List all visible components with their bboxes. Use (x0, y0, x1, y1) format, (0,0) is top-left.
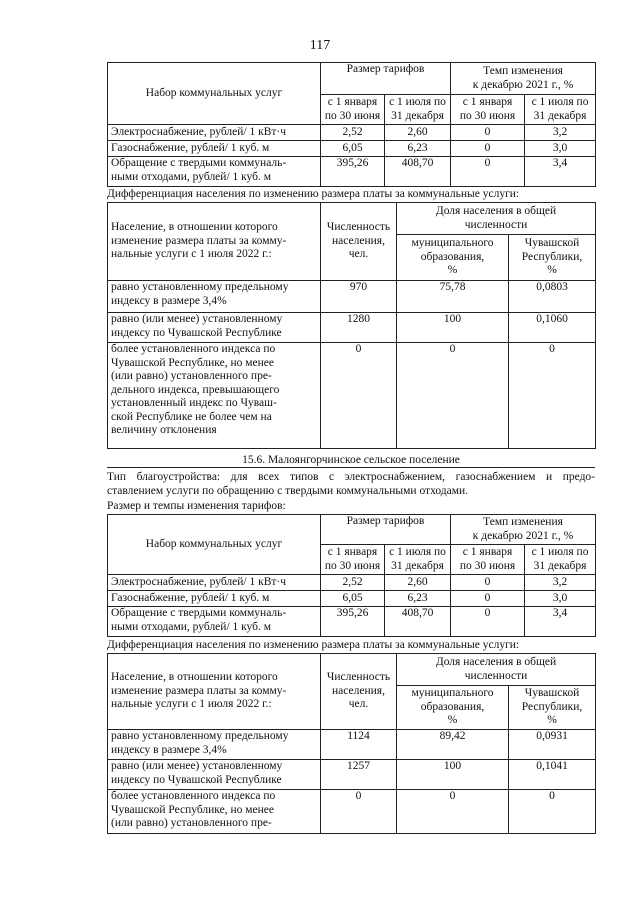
differentiation-table-2 (107, 653, 596, 834)
section-title: 15.6. Малоянгорчинское сельское поселение (107, 453, 595, 468)
table-cell: 408,70 (385, 607, 451, 637)
tariff-table-1 (107, 62, 596, 187)
diff-row-label: равно установленному предельному индексу в размере 3,4% (108, 730, 321, 760)
table-cell: 0 (509, 343, 596, 449)
table-cell: 1280 (321, 313, 397, 343)
table-cell: 2,52 (321, 125, 385, 141)
share-header: Доля населения в общей численности (397, 654, 596, 686)
table-cell: 0 (397, 343, 509, 449)
table-cell: 0 (451, 157, 525, 187)
table-cell: 100 (397, 760, 509, 790)
section-subtitle: Размер и темпы изменения тарифов: (107, 500, 286, 512)
tariff-size-header: Размер тарифов (321, 63, 451, 95)
table-cell: 6,05 (321, 591, 385, 607)
table-cell: 0 (321, 790, 397, 834)
table-cell: 408,70 (385, 157, 451, 187)
table-cell: 3,4 (525, 157, 596, 187)
table-cell: 0,1041 (509, 760, 596, 790)
differentiation-heading: Дифференциация населения по изменению размера платы за коммунальные услуги: (107, 188, 520, 200)
period-header: с 1 июля по 31 декабря (525, 545, 596, 575)
table-cell: 3,4 (525, 607, 596, 637)
count-header: Численность населения, чел. (321, 654, 397, 730)
table-cell: 6,05 (321, 141, 385, 157)
period-header: с 1 июля по 31 декабря (385, 545, 451, 575)
table-cell: 1124 (321, 730, 397, 760)
table-cell: 0 (451, 575, 525, 591)
population-header: Население, в отношении которого изменение размера платы за комму- нальные услуги с 1 июля 2022 г.: (108, 203, 321, 281)
table-cell: 6,23 (385, 141, 451, 157)
tariff-table-2 (107, 514, 596, 637)
differentiation-heading: Дифференциация населения по изменению размера платы за коммунальные услуги: (107, 639, 520, 651)
period-header: с 1 января по 30 июня (451, 545, 525, 575)
table-cell: 3,0 (525, 141, 596, 157)
table-cell: 89,42 (397, 730, 509, 760)
period-header: с 1 января по 30 июня (321, 545, 385, 575)
table-cell: 395,26 (321, 157, 385, 187)
row-label-electricity: Электроснабжение, рублей/ 1 кВт·ч (108, 575, 321, 591)
table-cell: 395,26 (321, 607, 385, 637)
row-label-electricity: Электроснабжение, рублей/ 1 кВт·ч (108, 125, 321, 141)
table-cell: 0 (451, 591, 525, 607)
table-cell: 0 (397, 790, 509, 834)
page-number: 117 (309, 38, 331, 53)
table-cell: 75,78 (397, 281, 509, 313)
change-rate-header: Темп изменения к декабрю 2021 г., % (451, 515, 596, 545)
table-cell: 3,2 (525, 575, 596, 591)
row-label-gas: Газоснабжение, рублей/ 1 куб. м (108, 591, 321, 607)
republic-header: Чувашской Республики, % (509, 235, 596, 281)
period-header: с 1 июля по 31 декабря (525, 95, 596, 125)
table-cell: 0,1060 (509, 313, 596, 343)
diff-row-label: более установленного индекса по Чувашской Республике, но менее (или равно) установленного пре- дельного индекса, превышающего установленный индекс по Чуваш- ской Республике не более чем на величину отклонения (108, 343, 321, 449)
section-description: ставлением услуги по обращению с твердыми коммунальными отходами. (107, 485, 469, 497)
table-cell: 970 (321, 281, 397, 313)
table-cell: 2,60 (385, 575, 451, 591)
period-header: с 1 января по 30 июня (321, 95, 385, 125)
table-cell: 0,0803 (509, 281, 596, 313)
municipal-header: муниципального образования, % (397, 686, 509, 730)
tariff-size-header: Размер тарифов (321, 515, 451, 545)
differentiation-table-1 (107, 202, 596, 449)
row-label-gas: Газоснабжение, рублей/ 1 куб. м (108, 141, 321, 157)
table-cell: 3,2 (525, 125, 596, 141)
table-cell: 100 (397, 313, 509, 343)
republic-header: Чувашской Республики, % (509, 686, 596, 730)
diff-row-label: равно установленному предельному индексу в размере 3,4% (108, 281, 321, 313)
table-cell: 0 (451, 141, 525, 157)
table-cell: 0 (451, 607, 525, 637)
period-header: с 1 января по 30 июня (451, 95, 525, 125)
table-cell: 1257 (321, 760, 397, 790)
table-cell: 6,23 (385, 591, 451, 607)
diff-row-label: равно (или менее) установленному индексу по Чувашской Республике (108, 313, 321, 343)
table-cell: 0 (509, 790, 596, 834)
section-description: Тип благоустройства: для всех типов с электроснабжением, газоснабжением и предо- (107, 471, 595, 483)
diff-row-label: равно (или менее) установленному индексу по Чувашской Республике (108, 760, 321, 790)
table-cell: 0,0931 (509, 730, 596, 760)
count-header: Численность населения, чел. (321, 203, 397, 281)
diff-row-label: более установленного индекса по Чувашской Республике, но менее (или равно) установленного пре- (108, 790, 321, 834)
service-set-header: Набор коммунальных услуг (108, 63, 321, 125)
table-cell: 3,0 (525, 591, 596, 607)
period-header: с 1 июля по 31 декабря (385, 95, 451, 125)
service-set-header: Набор коммунальных услуг (108, 515, 321, 575)
table-cell: 2,60 (385, 125, 451, 141)
table-cell: 2,52 (321, 575, 385, 591)
table-cell: 0 (321, 343, 397, 449)
population-header: Население, в отношении которого изменение размера платы за комму- нальные услуги с 1 июля 2022 г.: (108, 654, 321, 730)
table-cell: 0 (451, 125, 525, 141)
change-rate-header: Темп изменения к декабрю 2021 г., % (451, 63, 596, 95)
row-label-waste: Обращение с твердыми коммуналь- ными отходами, рублей/ 1 куб. м (108, 157, 321, 187)
municipal-header: муниципального образования, % (397, 235, 509, 281)
share-header: Доля населения в общей численности (397, 203, 596, 235)
row-label-waste: Обращение с твердыми коммуналь- ными отходами, рублей/ 1 куб. м (108, 607, 321, 637)
